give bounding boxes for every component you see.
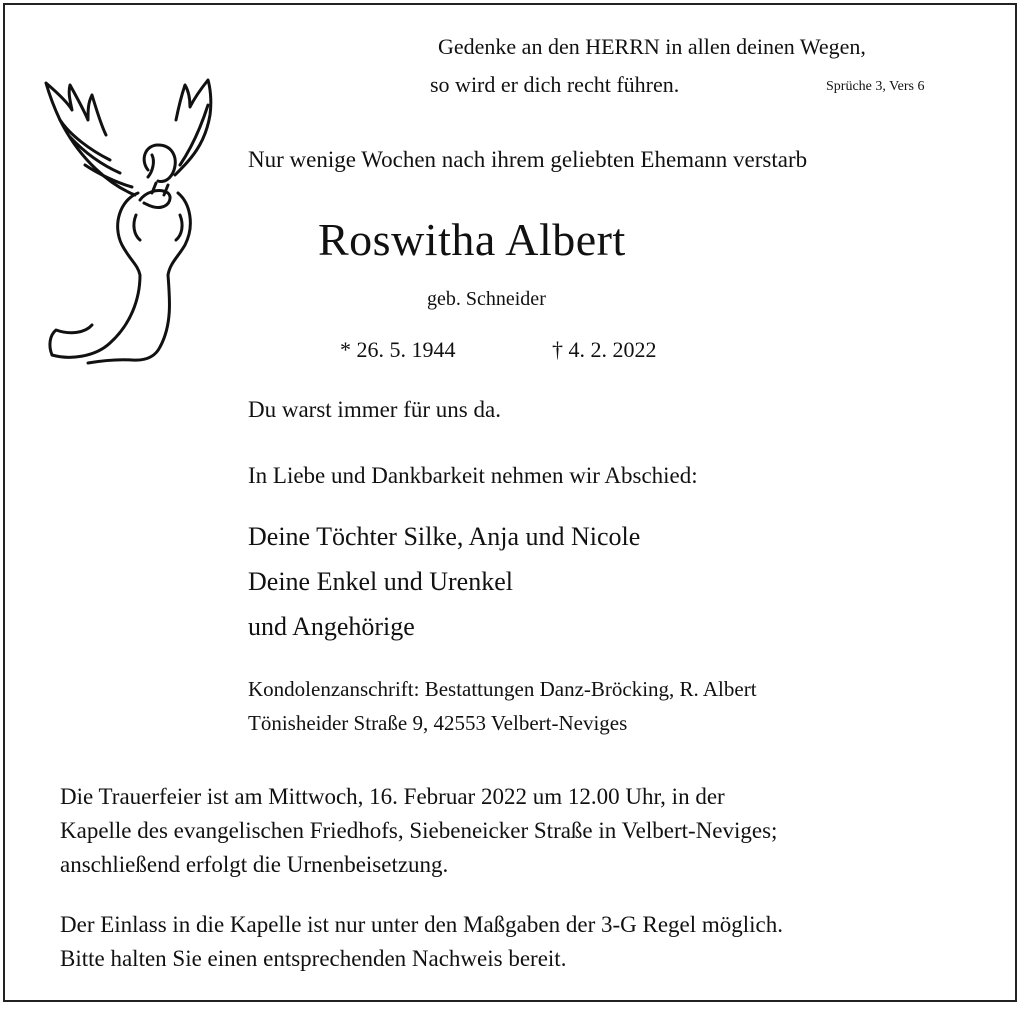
notice-line: Der Einlass in die Kapelle ist nur unter den Maßgaben der 3-G Regel möglich.: [60, 912, 784, 937]
notice-line: Bitte halten Sie einen entsprechenden Nachweis bereit.: [60, 946, 567, 971]
deceased-name: Roswitha Albert: [318, 214, 626, 265]
verse-reference: Sprüche 3, Vers 6: [826, 79, 925, 94]
ceremony-paragraph: [60, 780, 966, 882]
death-date: † 4. 2. 2022: [552, 337, 657, 362]
notice-paragraph: [60, 908, 966, 976]
family-line: Deine Enkel und Urenkel: [248, 567, 513, 596]
birth-date: * 26. 5. 1944: [340, 337, 456, 362]
verse-line-1: Gedenke an den HERRN in allen deinen Wegen,: [438, 34, 866, 59]
verse-line-2: so wird er dich recht führen.: [430, 72, 680, 97]
message-text: Du warst immer für uns da.: [248, 397, 501, 422]
ceremony-line: anschließend erfolgt die Urnenbeisetzung.: [60, 852, 449, 877]
condolence-line-1: Kondolenzanschrift: Bestattungen Danz-Bröcking, R. Albert: [248, 677, 757, 701]
condolence-line-2: Tönisheider Straße 9, 42553 Velbert-Neviges: [248, 711, 628, 735]
family-line: Deine Töchter Silke, Anja und Nicole: [248, 522, 641, 551]
ceremony-line: Kapelle des evangelischen Friedhofs, Siebeneicker Straße in Velbert-Neviges;: [60, 818, 778, 843]
birth-name: geb. Schneider: [427, 288, 546, 310]
intro-text: Nur wenige Wochen nach ihrem geliebten Ehemann verstarb: [248, 147, 808, 172]
ceremony-line: Die Trauerfeier ist am Mittwoch, 16. Februar 2022 um 12.00 Uhr, in der: [60, 784, 725, 809]
family-line: und Angehörige: [248, 612, 415, 641]
farewell-text: In Liebe und Dankbarkeit nehmen wir Abschied:: [248, 463, 698, 488]
angel-icon: [40, 75, 215, 375]
